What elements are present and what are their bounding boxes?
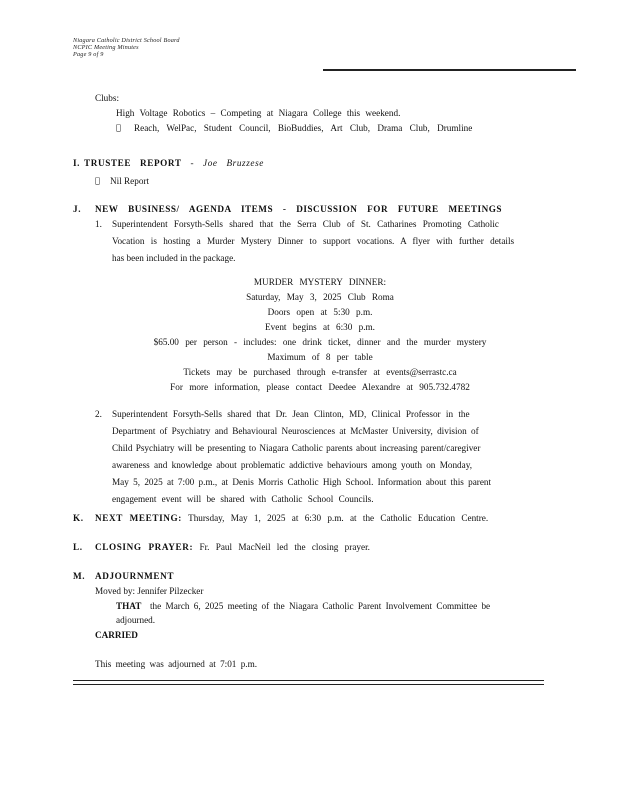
footer-rule-bottom [73, 684, 544, 685]
event-begins: Event begins at 6:30 p.m. [265, 322, 375, 332]
section-l-text: Fr. Paul MacNeil led the closing prayer. [199, 542, 370, 552]
item-2-line: Department of Psychiatry and Behavioural Neurosciences at McMaster University, division of [112, 426, 479, 436]
event-tickets: Tickets may be purchased through e-transfer at events@serrastc.ca [183, 367, 457, 377]
section-l-title: CLOSING PRAYER: [95, 542, 194, 552]
event-doors: Doors open at 5:30 p.m. [267, 307, 373, 317]
item-2-number: 2. [95, 409, 102, 419]
header-doc-title: NCPIC Meeting Minutes [73, 44, 139, 51]
item-2-line: May 5, 2025 at 7:00 p.m., at Denis Morris Catholic High School. Information about this parent [112, 477, 492, 487]
clubs-line-2: Reach, WelPac, Student Council, BioBuddies, Art Club, Drama Club, Drumline [134, 123, 473, 133]
section-j-title: NEW BUSINESS/ AGENDA ITEMS - DISCUSSION FOR FUTURE MEETINGS [95, 204, 502, 214]
item-1-line: Vocation is hosting a Murder Mystery Dinner to support vocations. A flyer with further details [112, 236, 515, 246]
section-m-title: ADJOURNMENT [95, 571, 175, 581]
section-k-title: NEXT MEETING: [95, 513, 182, 523]
item-1-paragraph [112, 216, 514, 267]
clubs-line-1: High Voltage Robotics – Competing at Niagara College this weekend. [116, 108, 401, 118]
event-block [140, 275, 500, 395]
motion-line-2: adjourned. [116, 615, 156, 625]
bullet-icon [116, 123, 121, 132]
moved-by: Moved by: Jennifer Pilzecker [95, 586, 204, 596]
section-l-line [95, 542, 370, 552]
item-2-paragraph [112, 406, 491, 508]
header-page-number: Page 9 of 9 [73, 51, 104, 58]
item-1-line: Superintendent Forsyth-Sells shared that the Serra Club of St. Catharines Promoting Catholic [112, 219, 499, 229]
event-date: Saturday, May 3, 2025 Club Roma [246, 292, 394, 302]
closing-line: This meeting was adjourned at 7:01 p.m. [95, 659, 258, 669]
section-i-item: Nil Report [110, 176, 150, 186]
item-1-number: 1. [95, 219, 102, 229]
bullet-icon [95, 176, 100, 185]
clubs-label: Clubs: [95, 93, 119, 103]
header-board-name: Niagara Catholic District School Board [73, 37, 180, 44]
section-i-heading: TRUSTEE REPORT [84, 158, 182, 168]
event-info: For more information, please contact Deedee Alexandre at 905.732.4782 [170, 382, 470, 392]
carried-label: CARRIED [95, 630, 138, 640]
that-label: THAT [116, 601, 142, 611]
event-maximum: Maximum of 8 per table [267, 352, 373, 362]
section-k-letter: K. [73, 513, 84, 523]
event-price: $65.00 per person - includes: one drink ticket, dinner and the murder mystery [153, 337, 487, 347]
section-l-letter: L. [73, 542, 83, 552]
header-rule [323, 69, 576, 71]
section-j-letter: J. [73, 204, 82, 214]
item-2-line: engagement event will be shared with Catholic School Councils. [112, 494, 374, 504]
footer-rule-top [73, 680, 544, 681]
item-1-line: has been included in the package. [112, 253, 236, 263]
event-title: MURDER MYSTERY DINNER: [253, 277, 387, 287]
section-m-letter: M. [73, 571, 86, 581]
section-i-author: - Joe Bruzzese [181, 158, 264, 168]
item-2-line: Child Psychiatry will be presenting to Niagara Catholic parents about increasing parent/caregiver [112, 443, 481, 453]
item-2-line: awareness and knowledge about problematic addictive behaviours among youth on Monday, [112, 460, 473, 470]
item-2-line: Superintendent Forsyth-Sells shared that Dr. Jean Clinton, MD, Clinical Professor in the [112, 409, 470, 419]
section-k-line [95, 513, 488, 523]
motion-line-1: the March 6, 2025 meeting of the Niagara Catholic Parent Involvement Committee be [150, 601, 491, 611]
section-k-text: Thursday, May 1, 2025 at 6:30 p.m. at the Catholic Education Centre. [188, 513, 489, 523]
section-i-letter: I. [73, 158, 81, 168]
section-i-title [84, 158, 264, 168]
